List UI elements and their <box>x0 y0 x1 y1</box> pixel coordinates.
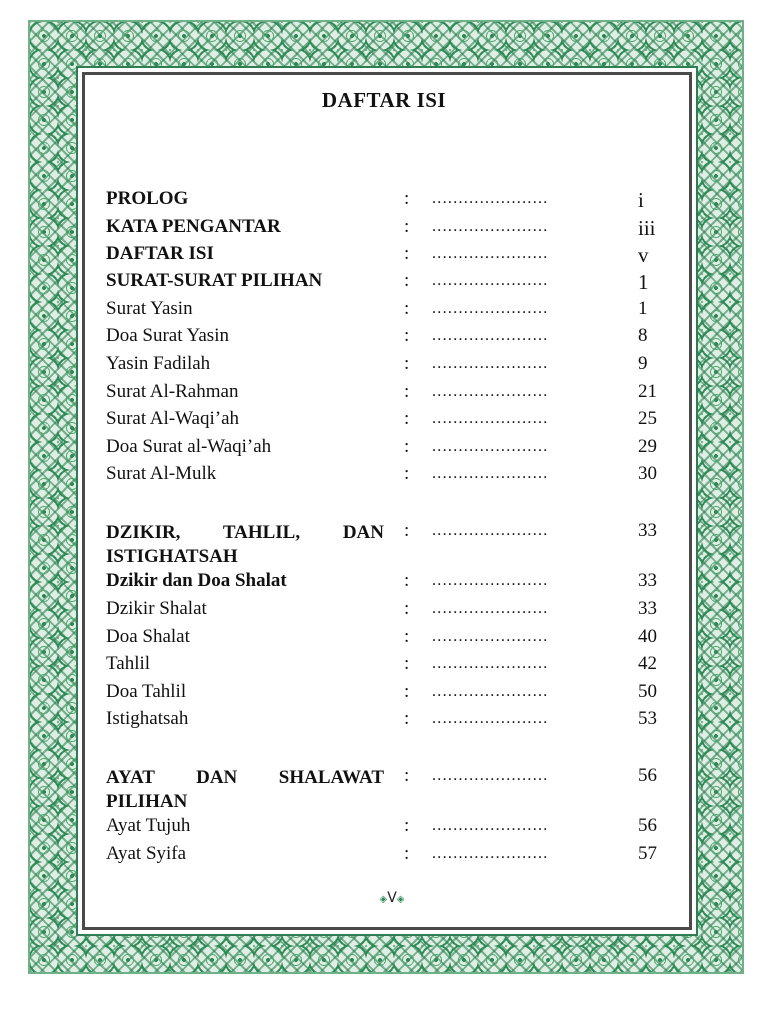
toc-entry-separator: : <box>404 520 410 541</box>
toc-entry-page: 33 <box>638 598 657 619</box>
toc-entry-label: Doa Surat al-Waqi’ah <box>106 436 272 457</box>
toc-entry-separator: : <box>404 216 410 237</box>
toc-entry-page: 25 <box>638 408 657 429</box>
toc-entry-label: Dzikir dan Doa Shalat <box>106 570 287 591</box>
toc-entry-label: SURAT-SURAT PILIHAN <box>106 270 323 291</box>
toc-entry-label: DAFTAR ISI <box>106 243 214 264</box>
toc-entry <box>106 325 666 351</box>
toc-entry-label: Ayat Syifa <box>106 843 187 864</box>
toc-entry-page: i <box>638 188 644 212</box>
toc-entry <box>106 243 666 269</box>
toc-entry-leader: ...................... <box>432 817 549 834</box>
toc-entry-leader: ...................... <box>432 218 549 235</box>
toc-entry-page: 40 <box>638 626 657 647</box>
toc-entry-page: 33 <box>638 570 657 591</box>
toc-entry <box>106 815 666 841</box>
toc-entry-page: 9 <box>638 353 648 374</box>
toc-entry-page: v <box>638 243 649 267</box>
toc-entry-leader: ...................... <box>432 438 549 455</box>
toc-entry <box>106 381 666 407</box>
toc-entry <box>106 653 666 679</box>
toc-entry-label: AYAT DAN SHALAWAT <box>106 767 384 788</box>
toc-entry-page: 57 <box>638 843 657 864</box>
toc-entry-separator: : <box>404 681 410 702</box>
toc-entry-leader: ...................... <box>432 655 549 672</box>
toc-entry <box>106 408 666 434</box>
toc-entry-separator: : <box>404 243 410 264</box>
toc-entry-page: 53 <box>638 708 657 729</box>
toc-entry-separator: : <box>404 408 410 429</box>
toc-entry-leader: ...................... <box>432 272 549 289</box>
toc-entry-leader: ...................... <box>432 572 549 589</box>
toc-entry-label: Doa Tahlil <box>106 681 187 702</box>
toc-entry-label: Doa Shalat <box>106 626 190 647</box>
toc-entry-label-continued: PILIHAN <box>106 791 188 812</box>
toc-entry-page: 21 <box>638 381 657 402</box>
toc-entry <box>106 463 666 489</box>
toc-entry-label: Surat Al-Waqi’ah <box>106 408 240 429</box>
toc-entry-separator: : <box>404 325 410 346</box>
toc-entry-separator: : <box>404 843 410 864</box>
toc-entry-separator: : <box>404 626 410 647</box>
toc-entry-page: 30 <box>638 463 657 484</box>
toc-entry-separator: : <box>404 653 410 674</box>
toc-entry-leader: ...................... <box>432 190 549 207</box>
toc-entry-leader: ...................... <box>432 465 549 482</box>
toc-entry-page: 29 <box>638 436 657 457</box>
toc-entry-leader: ...................... <box>432 600 549 617</box>
ornament-left-icon: ◈ <box>379 894 388 905</box>
toc-entry-separator: : <box>404 708 410 729</box>
toc-entry <box>106 570 666 596</box>
toc-entry-separator: : <box>404 570 410 591</box>
toc-entry-label: Dzikir Shalat <box>106 598 207 619</box>
toc-entry-label: Surat Yasin <box>106 298 193 319</box>
ornament-right-icon: ◈ <box>396 894 405 905</box>
toc-entry <box>106 681 666 707</box>
toc-entry-page: 42 <box>638 653 657 674</box>
toc-entry-separator: : <box>404 598 410 619</box>
toc-entry-label: PROLOG <box>106 188 189 209</box>
toc-entry <box>106 843 666 869</box>
toc-entry-label: Surat Al-Rahman <box>106 381 239 402</box>
toc-entry-label: KATA PENGANTAR <box>106 216 281 237</box>
toc-entry-label: DZIKIR, TAHLIL, DAN <box>106 522 384 543</box>
toc-entry-separator: : <box>404 815 410 836</box>
toc-entry <box>106 520 666 567</box>
toc-entry-separator: : <box>404 353 410 374</box>
page-number-value: V <box>387 890 397 906</box>
page-title: DAFTAR ISI <box>321 88 447 112</box>
toc-entry-leader: ...................... <box>432 522 549 539</box>
toc-entry-leader: ...................... <box>432 683 549 700</box>
toc-entry <box>106 626 666 652</box>
toc-entry <box>106 598 666 624</box>
toc-entry-leader: ...................... <box>432 383 549 400</box>
toc-entry-leader: ...................... <box>432 245 549 262</box>
page-number <box>370 890 414 914</box>
toc-entry-page: 1 <box>638 270 649 294</box>
toc-entry-leader: ...................... <box>432 300 549 317</box>
toc-entry-leader: ...................... <box>432 845 549 862</box>
toc-entry-separator: : <box>404 188 410 209</box>
toc-entry-page: 33 <box>638 520 657 541</box>
toc-entry-leader: ...................... <box>432 327 549 344</box>
toc-entry-separator: : <box>404 270 410 291</box>
toc-entry <box>106 270 666 296</box>
toc-entry-leader: ...................... <box>432 628 549 645</box>
toc-entry-page: 8 <box>638 325 648 346</box>
toc-entry <box>106 188 666 214</box>
toc-entry-page: iii <box>638 216 656 240</box>
toc-entry-label: Doa Surat Yasin <box>106 325 229 346</box>
toc-entry-separator: : <box>404 436 410 457</box>
toc-entry-page: 56 <box>638 765 657 786</box>
toc-entry-leader: ...................... <box>432 410 549 427</box>
toc-entry-page: 50 <box>638 681 657 702</box>
toc-entry-leader: ...................... <box>432 710 549 727</box>
toc-entry-separator: : <box>404 298 410 319</box>
toc-entry-leader: ...................... <box>432 355 549 372</box>
toc-entry-separator: : <box>404 381 410 402</box>
toc-entry-label-continued: ISTIGHATSAH <box>106 546 238 567</box>
toc-entry-label: Ayat Tujuh <box>106 815 191 836</box>
toc-entry <box>106 353 666 379</box>
toc-entry-separator: : <box>404 463 410 484</box>
toc-entry <box>106 708 666 734</box>
toc-entry-page: 1 <box>638 298 648 319</box>
toc-entry-leader: ...................... <box>432 767 549 784</box>
toc-entry <box>106 765 666 812</box>
toc-entry <box>106 216 666 242</box>
toc-entry-page: 56 <box>638 815 657 836</box>
toc-entry-separator: : <box>404 765 410 786</box>
toc-entry-label: Yasin Fadilah <box>106 353 211 374</box>
toc-entry <box>106 298 666 324</box>
toc-entry-label: Surat Al-Mulk <box>106 463 217 484</box>
toc-entry-label: Istighatsah <box>106 708 189 729</box>
toc-entry-label: Tahlil <box>106 653 151 674</box>
toc-entry <box>106 436 666 462</box>
